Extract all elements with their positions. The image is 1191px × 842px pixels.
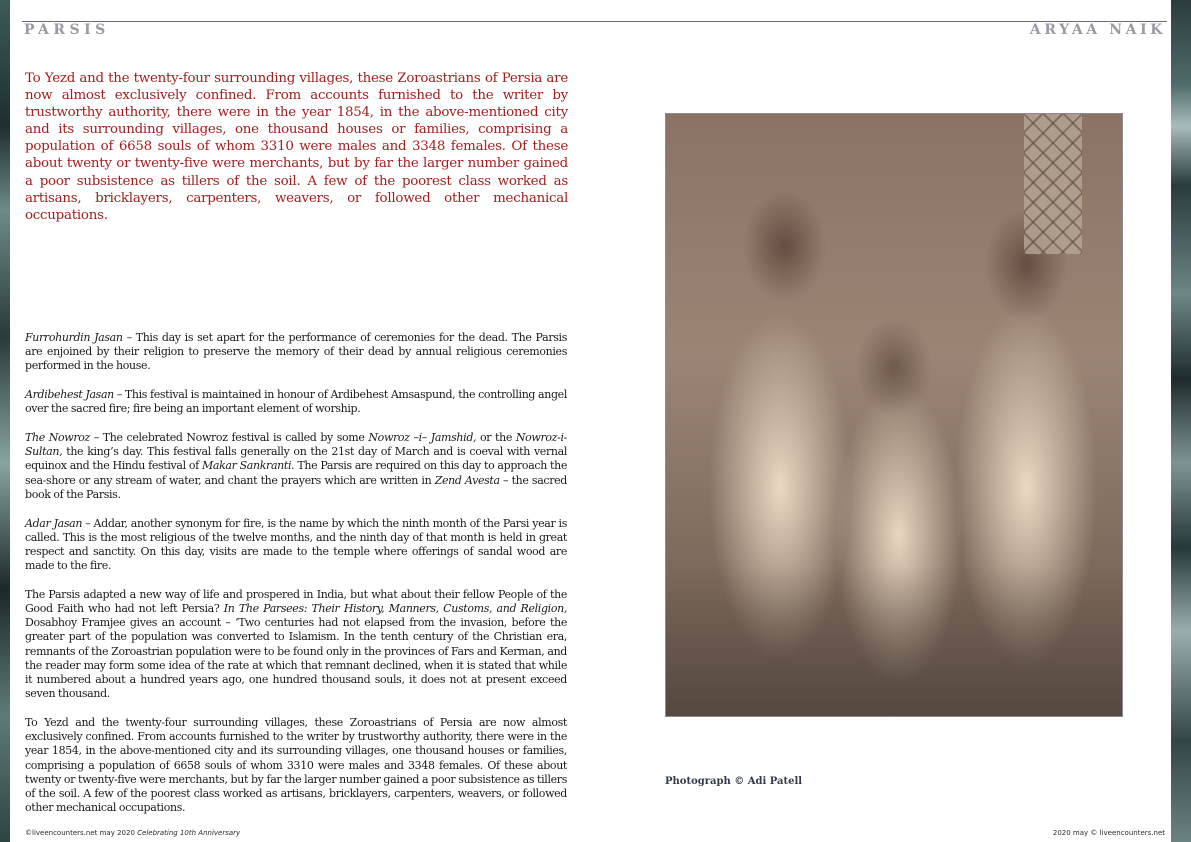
footer-right: 2020 may © liveencounters.net — [1052, 829, 1165, 837]
paragraph-furrohurdin-jasan: Furrohurdin Jasan – This day is set apart for the performance of ceremonies for the dead. The Parsis are enjoined by their religion to preserve the memory of their dead by annual religious ceremonies performed in the house. — [25, 331, 567, 373]
term-adar-jasan: Adar Jasan — [25, 516, 83, 530]
paragraph-nowroz: The Nowroz – The celebrated Nowroz festival is called by some Nowroz –i– Jamshid, or the Nowroz-i-Sultan, the king’s day. This festival falls generally on the 21st day of March and is coeval with vernal equinox and the Hindu festival of Makar Sankranti. The Parsis are required on this day to approach the sea-shore or any stream of water, and chant the prayers which are written in Zend Avesta – the sacred book of the Parsis. — [25, 431, 568, 501]
pullquote: To Yezd and the twenty-four surrounding villages, these Zoroastrians of Persia are now almost exclusively confined. From accounts furnished to the writer by trustworthy authority, there were in the year 1854, in the above-mentioned city and its surrounding villages, one thousand houses or families, comprising a population of 6658 souls of whom 3310 were males and 3348 females. Of these about twenty or twenty-five were merchants, but by far the larger number gained a poor subsistence as tillers of the soil. A few of the poorest class worked as artisans, bricklayers, carpenters, weavers, or followed other mechanical occupations. — [25, 71, 568, 223]
running-head-section: PARSIS — [24, 22, 110, 38]
term-furrohurdin-jasan: Furrohurdin Jasan — [25, 331, 123, 344]
book-title: In The Parsees: Their History, Manners, Customs, and Religion, — [223, 602, 567, 616]
footer-anniversary: Celebrating 10th Anniversary — [137, 829, 241, 837]
footer-left: ©liveencounters.net may 2020 Celebrating 10th Anniversary — [25, 829, 241, 837]
term-nowroz: The Nowroz — [25, 431, 90, 445]
vintage-portrait-photo — [665, 113, 1123, 717]
paragraph-ardibehest-jasan: Ardibehest Jasan – This festival is maintained in honour of Ardibehest Amsaspund, the controlling angel over the sacred fire; fire being an important element of worship. — [25, 388, 567, 416]
header-rule — [22, 21, 1167, 22]
paragraph-adar-jasan: Adar Jasan – Addar, another synonym for fire, is the name by which the ninth month of the Parsi year is called. This is the most religious of the twelve months, and the ninth day of that month is held in great respect and sanctity. On this day, visits are made to the temple where offerings of sandal wood are made to the fire. — [25, 516, 567, 573]
running-head-author: ARYAA NAIK — [1029, 22, 1166, 38]
photo-caption: Photograph © Adi Patell — [665, 776, 803, 787]
article-body — [25, 331, 567, 830]
photo-floor-shade — [666, 566, 1122, 716]
photo-window-lattice — [1024, 114, 1082, 254]
background-edge-left — [0, 0, 10, 842]
term-ardibehest-jasan: Ardibehest Jasan — [25, 388, 114, 402]
background-edge-right — [1171, 0, 1191, 842]
paragraph-persia-history: The Parsis adapted a new way of life and prospered in India, but what about their fellow People of the Good Faith who had not left Persia? In The Parsees: Their History, Manners, Customs, and Religion, Dosabhoy Framjee gives an account – ‘Two centuries had not elapsed from the invasion, before the greater part of the population was converted to Islamism. In the tenth century of the Christian era, remnants of the Zoroastrian population were to be found only in the provinces of Fars and Kerman, and the reader may form some idea of the rate at which that remnant declined, when it is stated that while it numbered about a hundred years ago, one hundred thousand souls, it does not at present exceed seven thousand. — [25, 587, 567, 701]
paragraph-yezd: To Yezd and the twenty-four surrounding villages, these Zoroastrians of Persia are now almost exclusively confined. From accounts furnished to the writer by trustworthy authority, there were in the year 1854, in the above-mentioned city and its surrounding villages, one thousand houses or families, comprising a population of 6658 souls of whom 3310 were males and 3348 females. Of these about twenty or twenty-five were merchants, but by far the larger number gained a poor subsistence as tillers of the soil. A few of the poorest class worked as artisans, bricklayers, carpenters, weavers, or followed other mechanical occupations. — [25, 715, 567, 815]
